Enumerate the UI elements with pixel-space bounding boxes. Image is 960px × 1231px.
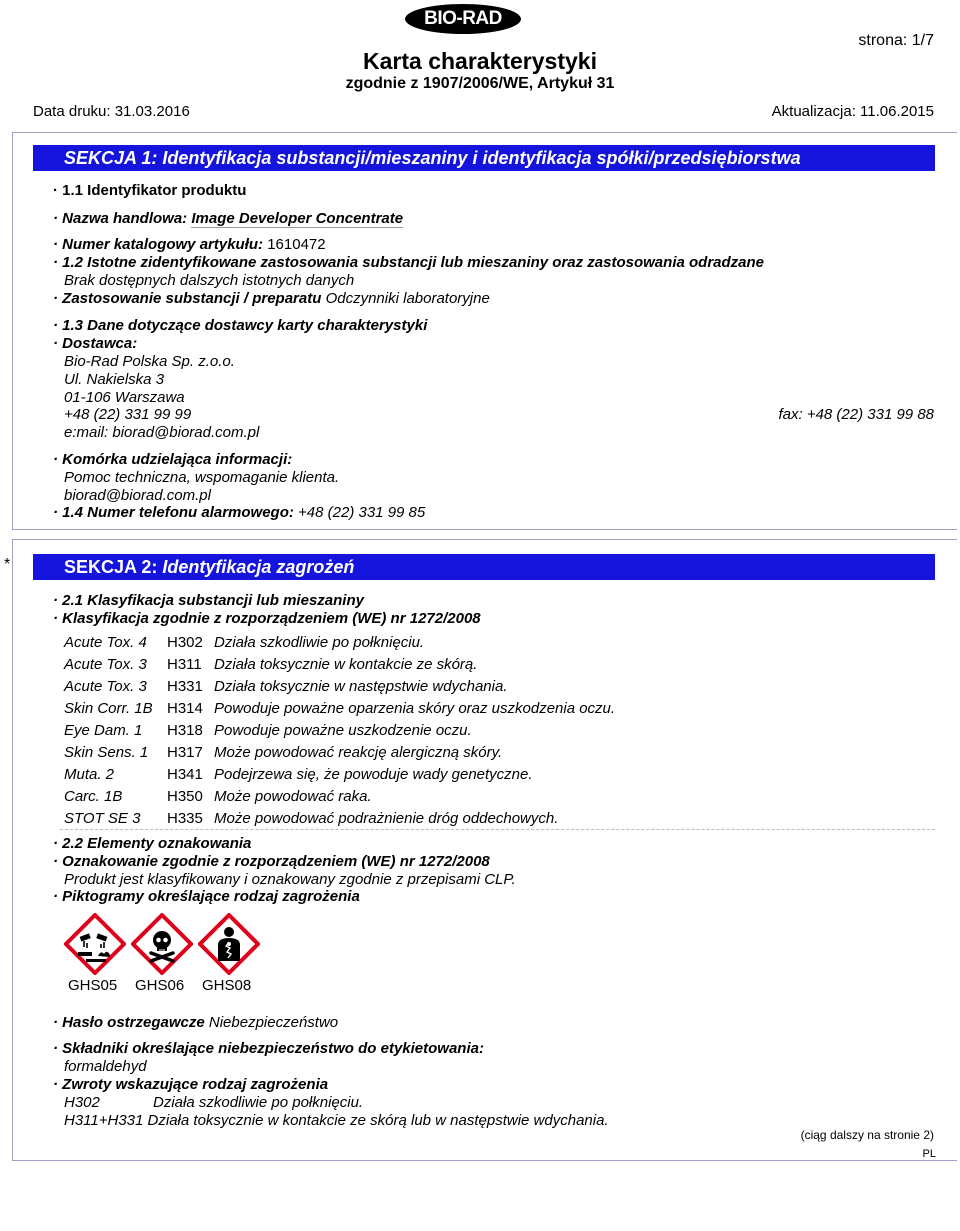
no-data-text: Brak dostępnych dalszych istotnych danych — [64, 272, 355, 289]
hazard-phrase-code: H302 — [64, 1094, 100, 1111]
hazard-class: STOT SE 3 — [64, 809, 141, 827]
catalog-number-label: · Numer katalogowy artykułu: — [53, 236, 268, 253]
hazard-statement: Powoduje poważne oparzenia skóry oraz uszkodzenia oczu. — [214, 699, 616, 717]
hazard-code: H341 — [167, 765, 203, 783]
hazard-code: H302 — [167, 633, 203, 651]
section-1-1-heading — [53, 182, 246, 199]
section-2-1-label: · 2.1 Klasyfikacja substancji lub mieszaniny — [53, 592, 364, 609]
hazard-code: H335 — [167, 809, 203, 827]
info-text: Pomoc techniczna, wspomaganie klienta. — [64, 469, 340, 486]
supplier-company: Bio-Rad Polska Sp. z.o.o. — [64, 353, 235, 370]
catalog-number-value: 1610472 — [267, 236, 326, 253]
hazard-class: Acute Tox. 3 — [64, 677, 147, 695]
labelling-label: · Oznakowanie zgodnie z rozporządzeniem (WE) nr 1272/2008 — [53, 853, 490, 870]
section-1-2-label: · 1.2 Istotne zidentyfikowane zastosowania substancji lub mieszaniny oraz zastosowania odradzane — [53, 254, 765, 271]
hazard-row — [64, 631, 615, 653]
hazard-phrase-text: Działa toksycznie w kontakcie ze skórą lub w następstwie wdychania. — [147, 1112, 609, 1129]
ghs08-label: GHS08 — [202, 977, 252, 994]
hazard-class: Carc. 1B — [64, 787, 123, 805]
signal-word-value: Niebezpieczeństwo — [208, 1014, 339, 1031]
trade-name-label: · Nazwa handlowa: — [53, 210, 192, 227]
supplier-city: 01-106 Warszawa — [64, 389, 185, 406]
hazard-statement: Może powodować podrażnienie dróg oddechowych. — [214, 809, 559, 827]
hazard-code: H317 — [167, 743, 203, 761]
emergency-phone — [53, 504, 425, 521]
hazard-phrase-row — [64, 1094, 363, 1111]
hazard-code: H318 — [167, 721, 203, 739]
supplier-street: Ul. Nakielska 3 — [64, 371, 165, 388]
hazard-row — [64, 807, 615, 829]
supplier-phone: +48 (22) 331 99 99 — [64, 406, 192, 423]
continued-note: (ciąg dalszy na stronie 2) — [800, 1128, 934, 1142]
section-2-title: Identyfikacja zagrożeń — [162, 557, 355, 577]
language-code: PL — [922, 1148, 936, 1160]
signal-word-label: · Hasło ostrzegawcze — [53, 1014, 209, 1031]
logo-text: BIO-RAD — [424, 8, 502, 29]
hazard-statement: Podejrzewa się, że powoduje wady genetyczne. — [214, 765, 533, 783]
section-1-heading: SEKCJA 1: Identyfikacja substancji/mieszaniny i identyfikacja spółki/przedsiębiorstwa — [33, 145, 935, 171]
divider — [60, 829, 935, 830]
hazard-row — [64, 697, 615, 719]
hazard-class: Muta. 2 — [64, 765, 115, 783]
document-title: Karta charakterystyki — [363, 48, 597, 74]
section-1-2-heading — [53, 254, 764, 271]
section-2-2-label: · 2.2 Elementy oznakowania — [53, 835, 252, 852]
pictograms-label: · Piktogramy określające rodzaj zagrożenia — [53, 888, 360, 905]
use-value: Odczynniki laboratoryjne — [325, 290, 490, 307]
corrosion-icon — [64, 913, 126, 975]
hazard-phrase-text: Działa szkodliwie po połknięciu. — [153, 1094, 364, 1111]
hazard-statement: Działa szkodliwie po połknięciu. — [214, 633, 425, 651]
section-1-3-heading — [53, 317, 427, 334]
print-date: Data druku: 31.03.2016 — [33, 103, 190, 120]
section-2-prefix: SEKCJA 2: — [64, 557, 163, 577]
use-of-substance — [53, 290, 490, 307]
supplier-fax: fax: +48 (22) 331 99 88 — [778, 406, 934, 423]
classification-label: · Klasyfikacja zgodnie z rozporządzeniem (WE) nr 1272/2008 — [53, 610, 481, 627]
ghs06-label: GHS06 — [135, 977, 185, 994]
hazard-phrases-heading — [53, 1076, 328, 1093]
health-hazard-icon — [198, 913, 260, 975]
hazard-phrase-code: H311+H331 — [64, 1112, 144, 1129]
hazard-class: Skin Sens. 1 — [64, 743, 149, 761]
hazard-code: H350 — [167, 787, 203, 805]
hazard-statement: Działa toksycznie w kontakcie ze skórą. — [214, 655, 478, 673]
hazard-code: H311 — [167, 655, 202, 673]
trade-name — [53, 210, 403, 227]
emergency-value: +48 (22) 331 99 85 — [298, 504, 426, 521]
supplier-email[interactable]: e:mail: biorad@biorad.com.pl — [64, 424, 260, 441]
hazard-row — [64, 763, 615, 785]
trade-name-value: Image Developer Concentrate — [191, 210, 404, 227]
pictograms-heading — [53, 888, 360, 905]
skull-crossbones-icon — [131, 913, 193, 975]
supplier-label — [53, 335, 137, 352]
section-2-2-heading — [53, 835, 251, 852]
section-1-1-label: · 1.1 Identyfikator produktu — [53, 182, 247, 199]
update-date: Aktualizacja: 11.06.2015 — [771, 103, 934, 120]
emergency-label: · 1.4 Numer telefonu alarmowego: — [53, 504, 299, 521]
components-value: formaldehyd — [64, 1058, 147, 1075]
signal-word — [53, 1014, 338, 1031]
hazard-row — [64, 675, 615, 697]
document-subtitle: zgodnie z 1907/2006/WE, Artykuł 31 — [345, 75, 615, 92]
info-label-text: · Komórka udzielająca informacji: — [53, 451, 293, 468]
hazard-code: H331 — [167, 677, 203, 695]
section-2-heading — [33, 554, 935, 580]
hazard-row — [64, 785, 615, 807]
supplier-label-text: · Dostawca: — [53, 335, 138, 352]
hazard-class: Acute Tox. 4 — [64, 633, 147, 651]
section-2-1-heading — [53, 592, 364, 609]
hazard-classification-table — [64, 631, 615, 829]
hazard-statement: Działa toksycznie w następstwie wdychania. — [214, 677, 508, 695]
hazard-class: Skin Corr. 1B — [64, 699, 153, 717]
page-number: strona: 1/7 — [858, 32, 934, 49]
components-label: · Składniki określające niebezpieczeństwo do etykietowania: — [53, 1040, 484, 1057]
hazard-code: H314 — [167, 699, 203, 717]
revision-star: * — [4, 556, 11, 573]
ghs05-label: GHS05 — [68, 977, 118, 994]
hazard-row — [64, 741, 615, 763]
hazard-statement: Może powodować reakcję alergiczną skóry. — [214, 743, 503, 761]
classification-heading — [53, 610, 481, 627]
hazard-statement: Może powodować raka. — [214, 787, 372, 805]
use-label: · Zastosowanie substancji / preparatu — [53, 290, 326, 307]
section-1-3-label: · 1.3 Dane dotyczące dostawcy karty charakterystyki — [53, 317, 428, 334]
info-email[interactable]: biorad@biorad.com.pl — [64, 487, 211, 504]
hazard-phrases-label: · Zwroty wskazujące rodzaj zagrożenia — [53, 1076, 329, 1093]
catalog-number — [53, 236, 326, 253]
bio-rad-logo — [405, 4, 521, 34]
hazard-statement: Powoduje poważne uszkodzenie oczu. — [214, 721, 472, 739]
hazard-phrase-row — [64, 1112, 609, 1129]
labelling-text: Produkt jest klasyfikowany i oznakowany zgodnie z przepisami CLP. — [64, 871, 516, 888]
hazard-class: Eye Dam. 1 — [64, 721, 143, 739]
hazard-class: Acute Tox. 3 — [64, 655, 147, 673]
info-department-label — [53, 451, 292, 468]
hazard-row — [64, 719, 615, 741]
hazard-row — [64, 653, 615, 675]
components-heading — [53, 1040, 484, 1057]
labelling-heading — [53, 853, 490, 870]
